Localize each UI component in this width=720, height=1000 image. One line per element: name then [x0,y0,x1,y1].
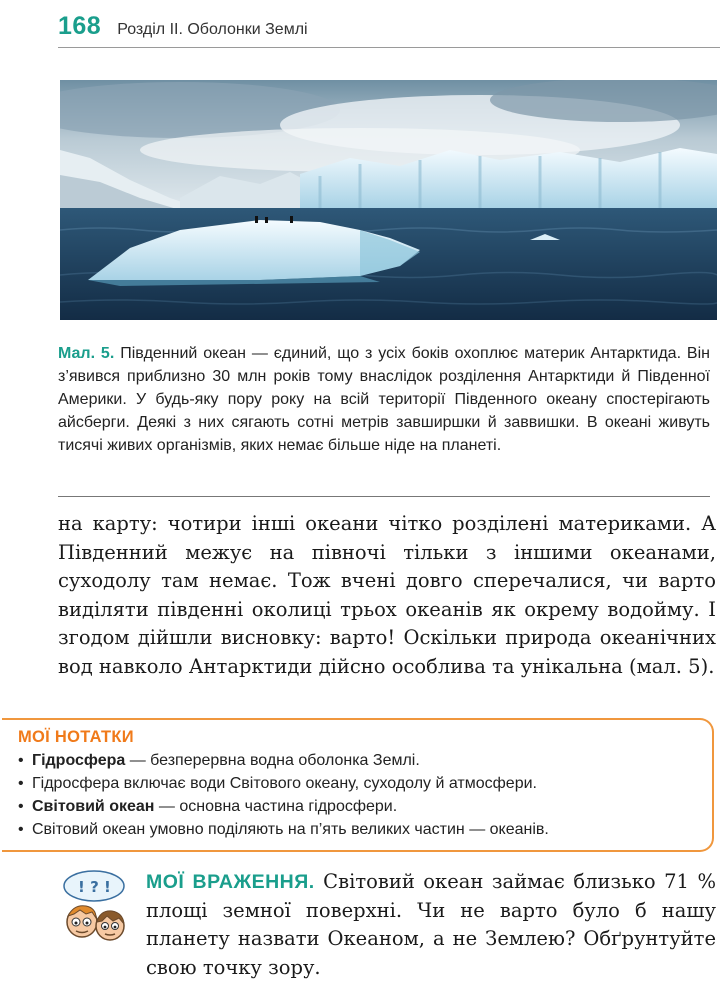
main-paragraph: на карту: чотири інші океани чітко розділені материками. А Південний межує на півночі тільки з іншими океанами, суходолу там немає. Тож вчені довго сперечалися, чи варто виділяти південні околиці трьох океанів як окрему водойму. І згодом дійшли висновку: варто! Оскільки природа океанічних вод навколо Антарктиди дійсно особлива та унікальна (мал. 5). [58,512,716,678]
notes-text: Гідросфера включає води Світового океану, суходолу й атмосфери. [32,775,537,792]
caption-label: Мал. 5. [58,345,115,362]
thinking-kids-icon [56,868,136,948]
bullet-icon: • [18,752,24,769]
notes-list [18,749,698,841]
page-number: 168 [58,12,102,40]
impressions-label: МОЇ ВРАЖЕННЯ. [146,871,315,893]
notes-item [18,772,698,795]
notes-term: Гідросфера [32,752,126,769]
bullet-icon: • [18,821,24,838]
caption-divider [58,496,710,497]
caption-text: Південний океан — єдиний, що з усіх боків охоплює материк Антарктида. Він з’явився приблизно 30 млн років тому внаслідок розділення Антарктиди й Південної Америки. У будь-яку пору року на всій території Південного океану спостерігають айсберги. Деякі з них сягають сотні метрів завширшки й заввишки. В океані живуть тисячі живих організмів, яких немає більше ніде на планеті. [58,345,710,454]
bullet-icon: • [18,775,24,792]
notes-text: — безперервна водна оболонка Землі. [125,752,420,769]
impressions-question: Світовий океан займає близько 71 % площі земної поверхні. Чи не варто було б нашу планету назвати Океаном, а не Землею? Обґрунтуйте свою точку зору. [146,870,716,979]
my-notes-box [2,718,714,852]
page-header [58,12,308,41]
notes-text: Світовий океан умовно поділяють на п’ять великих частин — океанів. [32,821,549,838]
notes-item [18,795,698,818]
antarctic-iceberg-photo [60,80,717,320]
header-divider [58,47,720,48]
figure-caption [58,342,710,457]
notes-item [18,818,698,841]
bullet-icon: • [18,798,24,815]
notes-item [18,749,698,772]
notes-text: — основна частина гідросфери. [154,798,398,815]
my-impressions [56,868,718,988]
svg-text:! ? !: ! ? ! [78,878,111,896]
notes-term: Світовий океан [32,798,155,815]
impressions-text [146,868,716,982]
notes-title: МОЇ НОТАТКИ [18,728,134,746]
section-title: Розділ ІІ. Оболонки Землі [117,21,308,38]
